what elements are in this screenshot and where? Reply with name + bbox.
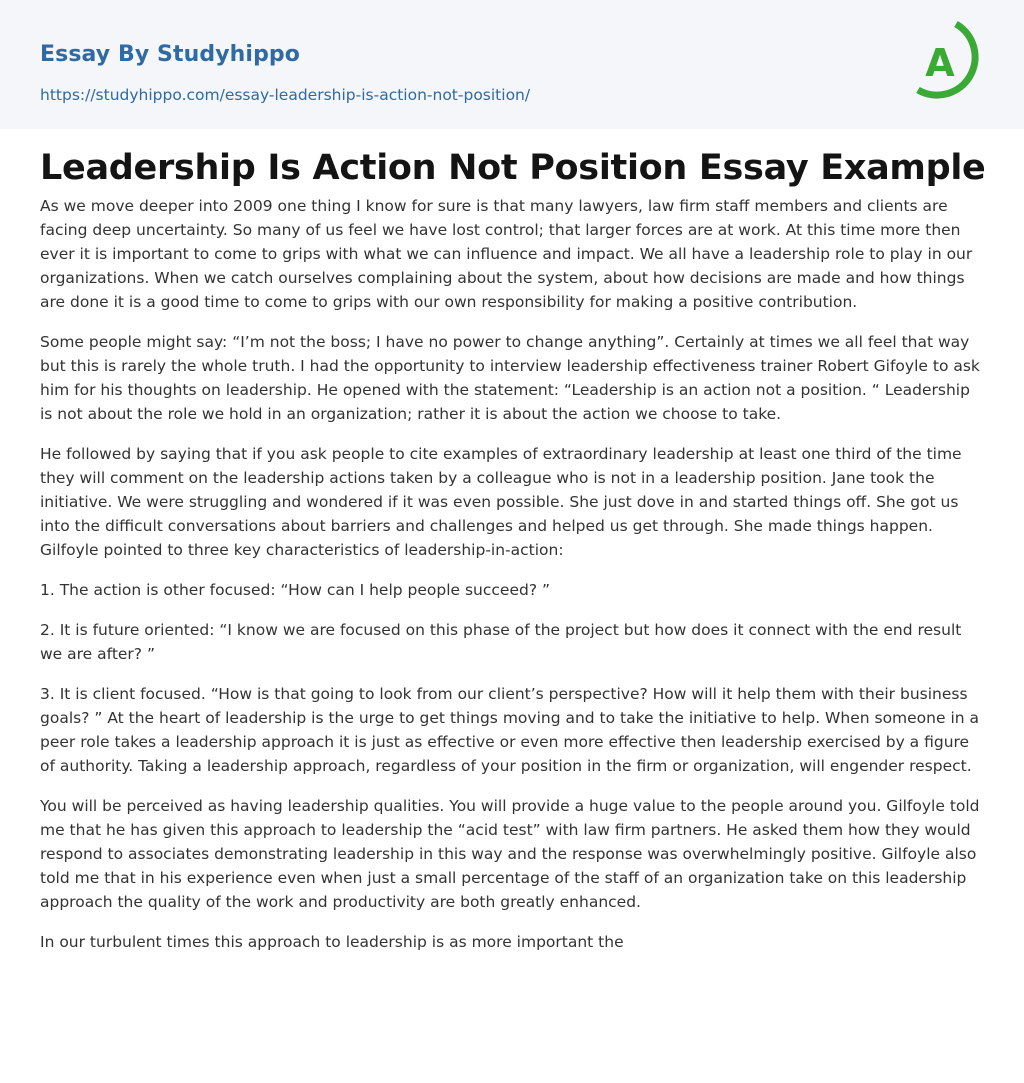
essay-paragraph: Some people might say: “I’m not the boss; I have no power to change anything”. Certainly at times we all feel that way but this is rarely the whole truth. I had the opportunity to interview leadership effectiveness trainer Robert Gifoyle to ask him for his thoughts on leadership. He opened with the statement: “Leadership is an action not a position. “ Leadership is not about the role we hold in an organization; rather it is about the action we choose to take. [40,333,980,423]
essay-url-link[interactable]: https://studyhippo.com/essay-leadership-is-action-not-position/ [40,86,531,104]
essay-paragraph: You will be perceived as having leadership qualities. You will provide a huge value to the people around you. Gilfoyle told me that he has given this approach to leadership the “acid test” with law firm partners. He asked them how they would respond to associates demonstrating leadership in this way and the response was overwhelmingly positive. Gilfoyle also told me that in his experience even when just a small percentage of the staff of an organization take on this leadership approach the quality of the work and productivity are both greatly enhanced. [40,797,980,911]
logo-letter: A [925,41,955,85]
site-header [0,0,1024,129]
essay-paragraph: As we move deeper into 2009 one thing I know for sure is that many lawyers, law firm staff members and clients are facing deep uncertainty. So many of us feel we have lost control; that larger forces are at work. At this time more then ever it is important to come to grips with what we can influence and impact. We all have a leadership role to play in our organizations. When we catch ourselves complaining about the system, about how decisions are made and how things are done it is a good time to come to grips with our own responsibility for making a positive contribution. [40,197,973,311]
essay-paragraph: He followed by saying that if you ask people to cite examples of extraordinary leadership at least one third of the time they will comment on the leadership actions taken by a colleague who is not in a leadership position. Jane took the initiative. We were struggling and wondered if it was even possible. She just dove in and started things off. She got us into the difficult conversations about barriers and challenges and helped us get through. She made things happen. Gilfoyle pointed to three key characteristics of leadership-in-action: [40,445,962,559]
essay-list-item: 1. The action is other focused: “How can I help people succeed? ” [40,581,551,599]
page-title: Leadership Is Action Not Position Essay Example [40,148,986,188]
studyhippo-logo-icon[interactable] [912,18,988,106]
essay-list-item: 3. It is client focused. “How is that going to look from our client’s perspective? How will it help them with their business goals? ” At the heart of leadership is the urge to get things moving and to take the initiative to help. When someone in a peer role takes a leadership approach it is just as effective or even more effective then leadership exercised by a figure of authority. Taking a leadership approach, regardless of your position in the firm or organization, will engender respect. [40,685,980,775]
site-brand[interactable]: Essay By Studyhippo [40,42,300,67]
essay-body [40,194,984,970]
essay-list-item: 2. It is future oriented: “I know we are focused on this phase of the project but how does it connect with the end result we are after? ” [40,621,962,663]
essay-paragraph: In our turbulent times this approach to leadership is as more important the [40,933,624,951]
